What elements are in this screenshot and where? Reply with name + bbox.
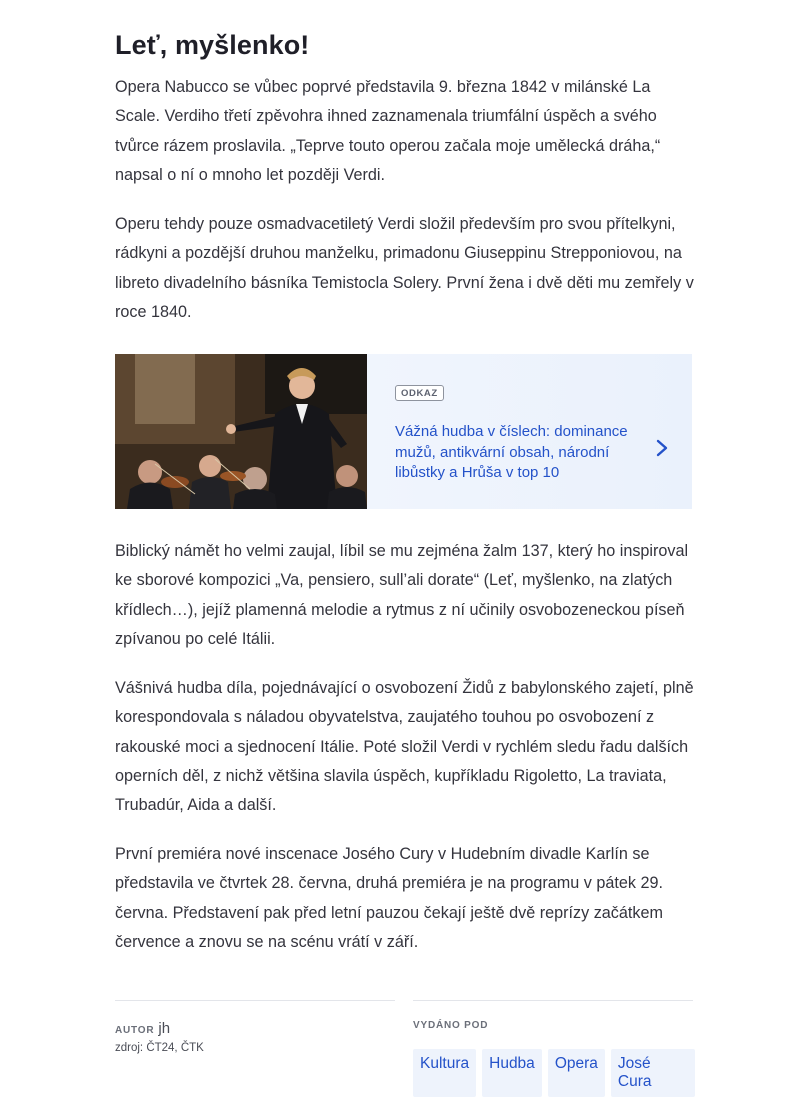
link-card-body[interactable]: [367, 354, 692, 509]
tag-kultura[interactable]: Kultura: [413, 1049, 476, 1097]
tag-opera[interactable]: Opera: [548, 1049, 605, 1097]
divider: [115, 1000, 395, 1001]
author-info: [115, 1020, 204, 1054]
paragraph: První premiéra nové inscenace Josého Cury v Hudebním divadle Karlín se představila ve čtvrtek 28. června, druhá premiéra je na programu v pátek 29. června. Představení pak před letní pauzou čekají ještě dvě reprízy začátkem července a znovu se na scénu vrátí v září.: [115, 845, 663, 951]
paragraph: Opera Nabucco se vůbec poprvé představila 9. března 1842 v milánské La Scale. Verdiho třetí zpěvohra ihned zaznamenala triumfální úspěch a svého tvůrce rázem proslavila. „Teprve touto operou začala moje umělecká dráha,“ napsal o ní o mnoho let později Verdi.: [115, 78, 661, 184]
author-label: AUTOR: [115, 1025, 155, 1036]
tag-list: [413, 1049, 695, 1097]
related-article-title[interactable]: Vážná hudba v číslech: dominance mužů, antikvární obsah, národní libůstky a Hrůša v top 10: [395, 423, 628, 481]
paragraph: Operu tehdy pouze osmadvacetiletý Verdi složil především pro svou přítelkyni, rádkyni a pozdější druhou manželku, primadonu Giuseppinu Strepponiovou, na libreto divadelního básníka Temistocla Solery. První žena i dvě děti mu zemřely v roce 1840.: [115, 215, 694, 321]
paragraph: Vášnivá hudba díla, pojednávající o osvobození Židů z babylonského zajetí, plně korespondovala s náladou obyvatelstva, zaujatého touhou po osvobození z rakouské moci a sjednocení Itálie. Poté složil Verdi v rychlém sledu řadu dalších operních děl, z nichž většina slavila úspěch, kupříkladu Rigoletto, La traviata, Trubadúr, Aida a další.: [115, 679, 694, 815]
chevron-right-icon[interactable]: [654, 438, 670, 458]
conductor-orchestra-photo: [115, 354, 367, 509]
published-label: VYDÁNO POD: [413, 1020, 489, 1031]
tag-hudba[interactable]: Hudba: [482, 1049, 542, 1097]
related-article-link-card[interactable]: [115, 354, 692, 509]
tag-jose-cura[interactable]: José Cura: [611, 1049, 695, 1097]
divider: [413, 1000, 693, 1001]
paragraph: Biblický námět ho velmi zaujal, líbil se mu zejména žalm 137, který ho inspiroval ke sborové kompozici „Va, pensiero, sull’ali dorate“ (Leť, myšlenko, na zlatých křídlech…), jejíž plamenná melodie a rytmus z ní učinily osvobozeneckou píseň zpívanou po celé Itálii.: [115, 542, 689, 648]
article-title: Leť, myšlenko!: [115, 30, 310, 60]
source-text: zdroj: ČT24, ČTK: [115, 1042, 204, 1054]
published-under: [413, 1020, 695, 1097]
author-name: jh: [158, 1020, 171, 1037]
link-badge: ODKAZ: [395, 385, 444, 401]
